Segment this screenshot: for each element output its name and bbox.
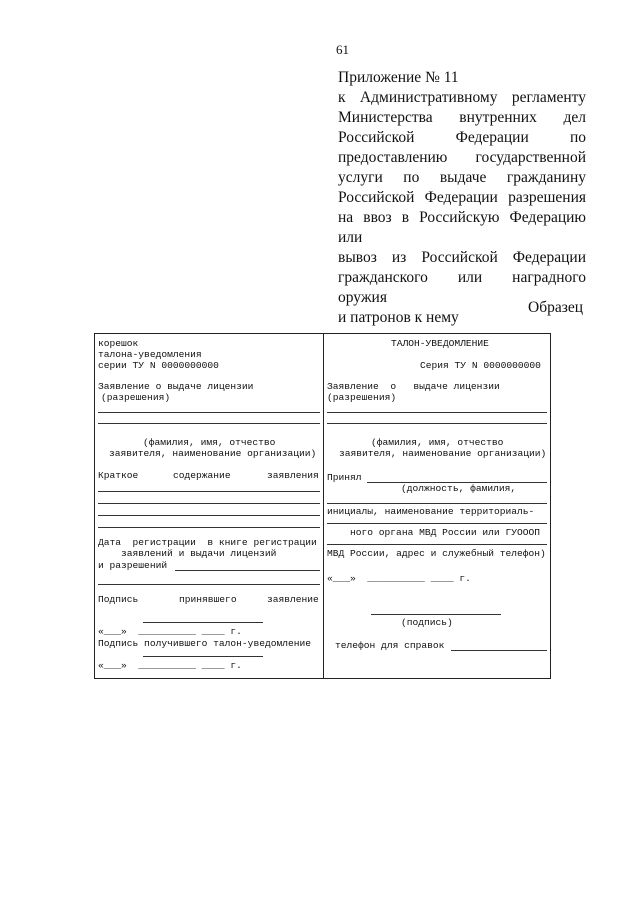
ticket-title: ТАЛОН-УВЕДОМЛЕНИЕ (391, 338, 489, 349)
notification-form (94, 333, 551, 679)
stub-date-2: «___» __________ ____ г. (98, 660, 242, 671)
stub-title: корешок (98, 338, 139, 349)
ticket-accepted-hint-3: ного органа МВД России или ГУОООП (350, 527, 540, 538)
heading-line: вывоз из Российской Федерации (338, 249, 586, 266)
stub-applicant-hint-1: (фамилия, имя, отчество (143, 437, 276, 448)
stub-sign-word-2: принявшего (179, 594, 237, 605)
appendix-title: Приложение № 11 (338, 69, 459, 86)
ticket-accepted-line-4 (327, 544, 547, 545)
stub-received-label: Подпись получившего талон-уведомление (98, 638, 312, 649)
stub-registration-label-2: заявлений и выдачи лицензий (121, 548, 277, 559)
stub-received-signature-line (143, 656, 263, 657)
stub-summary-word-2: содержание (173, 470, 231, 481)
stub-sign-word-1: Подпись (98, 594, 139, 605)
ticket-accepted-hint-1: (должность, фамилия, (401, 483, 517, 494)
ticket-applicant-hint-1: (фамилия, имя, отчество (371, 437, 504, 448)
stub-date-1: «___» __________ ____ г. (98, 626, 242, 637)
stub-registration-label-3: и разрешений (98, 560, 168, 571)
stub-applicant-line-1 (98, 412, 320, 413)
ticket-applicant-hint-2: заявителя, наименование организации) (339, 448, 547, 459)
heading-line: услуги по выдаче гражданину (338, 169, 586, 186)
heading-line: Министерства внутренних дел (338, 109, 586, 126)
ticket-signature-line (371, 614, 501, 615)
ticket-accepted-line-3 (327, 523, 547, 524)
heading-line: на ввоз в Российскую Федерацию или (338, 209, 586, 246)
ticket-application-label: Заявление о выдаче лицензии (327, 381, 500, 392)
stub-subtitle: талона-уведомления (98, 349, 202, 360)
stub-summary-word-3: заявления (267, 470, 319, 481)
heading-line: и патронов к нему (338, 309, 459, 326)
stub-summary-line-1 (98, 491, 320, 492)
ticket-accepted-label: Принял (327, 472, 362, 483)
ticket-phone-line (451, 650, 547, 651)
stub-applicant-line-2 (98, 423, 320, 424)
ticket-date: «___» __________ ____ г. (327, 573, 471, 584)
heading-line: Российской Федерации по (338, 129, 586, 146)
stub-registration-line-2 (98, 584, 320, 585)
column-divider (323, 334, 324, 678)
ticket-accepted-line-2 (327, 503, 547, 504)
ticket-accepted-hint-2: инициалы, наименование территориаль- (327, 506, 535, 517)
heading-line: гражданского или наградного оружия (338, 269, 586, 306)
stub-registration-label: Дата регистрации в книге регистрации (98, 537, 317, 548)
ticket-applicant-line-2 (327, 423, 547, 424)
stub-summary-word-1: Краткое (98, 470, 139, 481)
appendix-heading (338, 68, 586, 328)
stub-summary-line-2 (98, 503, 320, 504)
ticket-signature-hint: (подпись) (401, 617, 453, 628)
stub-summary-line-3 (98, 515, 320, 516)
stub-application-label: Заявление о выдаче лицензии (98, 381, 254, 392)
heading-line: предоставлению государственной (338, 149, 586, 166)
stub-application-sub: (разрешения) (101, 392, 171, 403)
stub-sign-word-3: заявление (267, 594, 319, 605)
heading-line: к Административному регламенту (338, 89, 586, 106)
ticket-applicant-line-1 (327, 412, 547, 413)
stub-signature-line (143, 622, 263, 623)
stub-registration-line (175, 570, 320, 571)
heading-line: Российской Федерации разрешения (338, 189, 586, 206)
stub-summary-line-4 (98, 527, 320, 528)
stub-series: серии ТУ N 0000000000 (98, 360, 219, 371)
stub-applicant-hint-2: заявителя, наименование организации) (109, 448, 317, 459)
ticket-phone-label: телефон для справок (335, 640, 445, 651)
ticket-application-sub: (разрешения) (327, 392, 397, 403)
ticket-series: Серия ТУ N 0000000000 (420, 360, 541, 371)
page-number: 61 (336, 42, 349, 57)
ticket-accepted-hint-4: МВД России, адрес и служебный телефон) (327, 548, 546, 559)
sample-label: Образец (528, 299, 584, 316)
